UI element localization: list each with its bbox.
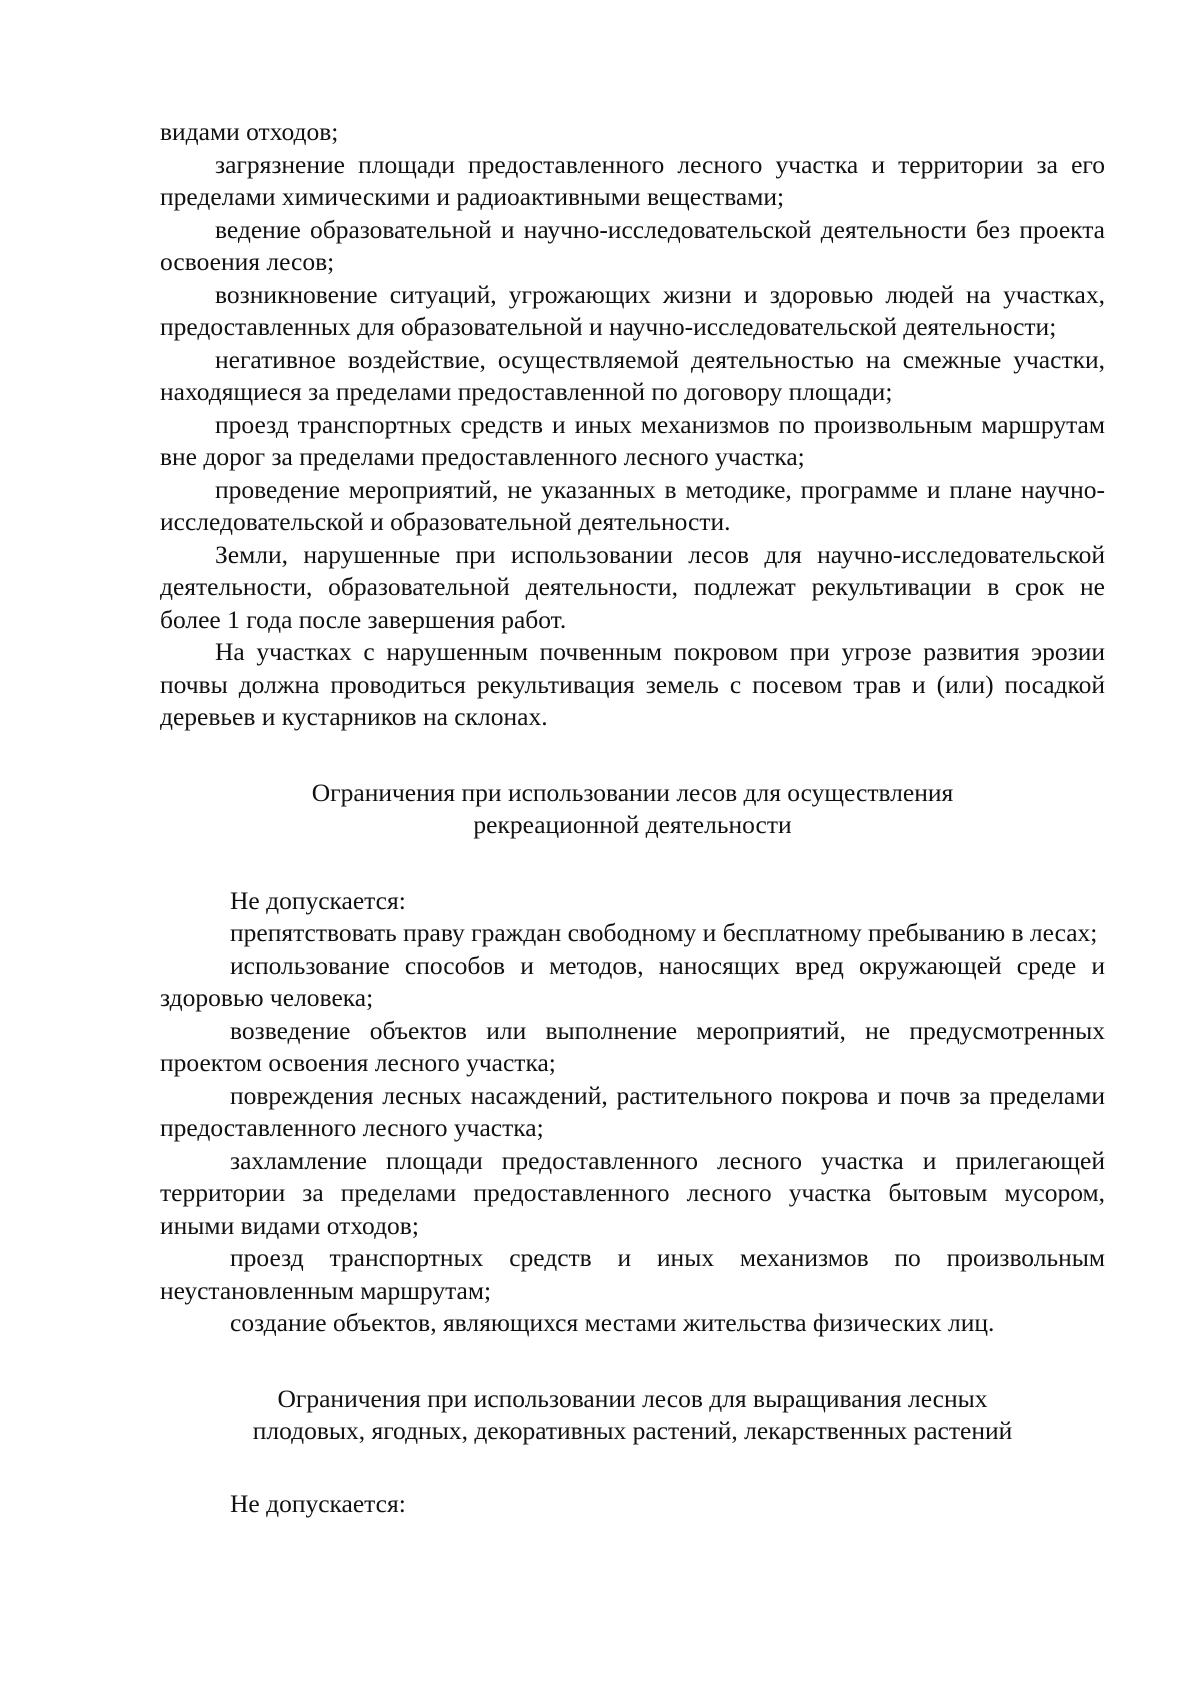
heading-line: Ограничения при использовании лесов для выращивания лесных (277, 1383, 988, 1413)
list-item: возведение объектов или выполнение мероприятий, не предусмотренных проектом освоения лесного участка; (160, 1015, 1105, 1077)
list-item: захламление площади предоставленного лесного участка и прилегающей территории за пределами предоставленного лесного участка бытовым мусором, иными видами отходов; (160, 1145, 1105, 1240)
list-item: ведение образовательной и научно-исследовательской деятельности без проекта освоения лесов; (160, 214, 1105, 276)
list-item: негативное воздействие, осуществляемой деятельностью на смежные участки, находящиеся за пределами предоставленной по договору площади; (160, 344, 1105, 406)
list-item: проезд транспортных средств и иных механизмов по произвольным неустановленным маршрутам; (160, 1243, 1105, 1305)
list-item: проведение мероприятий, не указанных в методике, программе и плане научно-исследовательской и образовательной деятельности. (160, 474, 1105, 536)
list-item: возникновение ситуаций, угрожающих жизни и здоровью людей на участках, предоставленных для образовательной и научно-исследовательской деятельности; (160, 279, 1105, 341)
heading-line: Ограничения при использовании лесов для осуществления (311, 777, 954, 807)
heading-line: плодовых, ягодных, декоративных растений, лекарственных растений (252, 1416, 1013, 1445)
continuation-text: видами отходов; (160, 117, 339, 146)
body-paragraph: На участках с нарушенным почвенным покровом при угрозе развития эрозии почвы должна проводиться рекультивация земель с посевом трав и (или) посадкой деревьев и кустарников на склонах. (160, 637, 1105, 731)
section-heading-cultivation (160, 1383, 1105, 1448)
list-item: проезд транспортных средств и иных механизмов по произвольным маршрутам вне дорог за пределами предоставленного лесного участка; (160, 409, 1105, 471)
list-item: загрязнение площади предоставленного лесного участка и территории за его пределами химическими и радиоактивными веществами; (160, 149, 1105, 211)
heading-line: рекреационной деятельности (473, 810, 792, 839)
list-item: повреждения лесных насаждений, растительного покрова и почв за пределами предоставленного лесного участка; (160, 1080, 1105, 1142)
list-item: использование способов и методов, наносящих вред окружающей среде и здоровью человека; (160, 950, 1105, 1012)
list-item: препятствовать праву граждан свободному и бесплатному пребыванию в лесах; (230, 918, 1098, 947)
section-heading-recreation (160, 777, 1105, 842)
list-item: создание объектов, являющихся местами жительства физических лиц. (230, 1308, 995, 1337)
document-page (160, 116, 1105, 1520)
intro-text: Не допускается: (230, 885, 406, 915)
body-paragraph: Земли, нарушенные при использовании лесов для научно-исследовательской деятельности, образовательной деятельности, подлежат рекультивации в срок не более 1 года после завершения работ. (160, 539, 1105, 634)
intro-text: Не допускается: (230, 1488, 406, 1518)
